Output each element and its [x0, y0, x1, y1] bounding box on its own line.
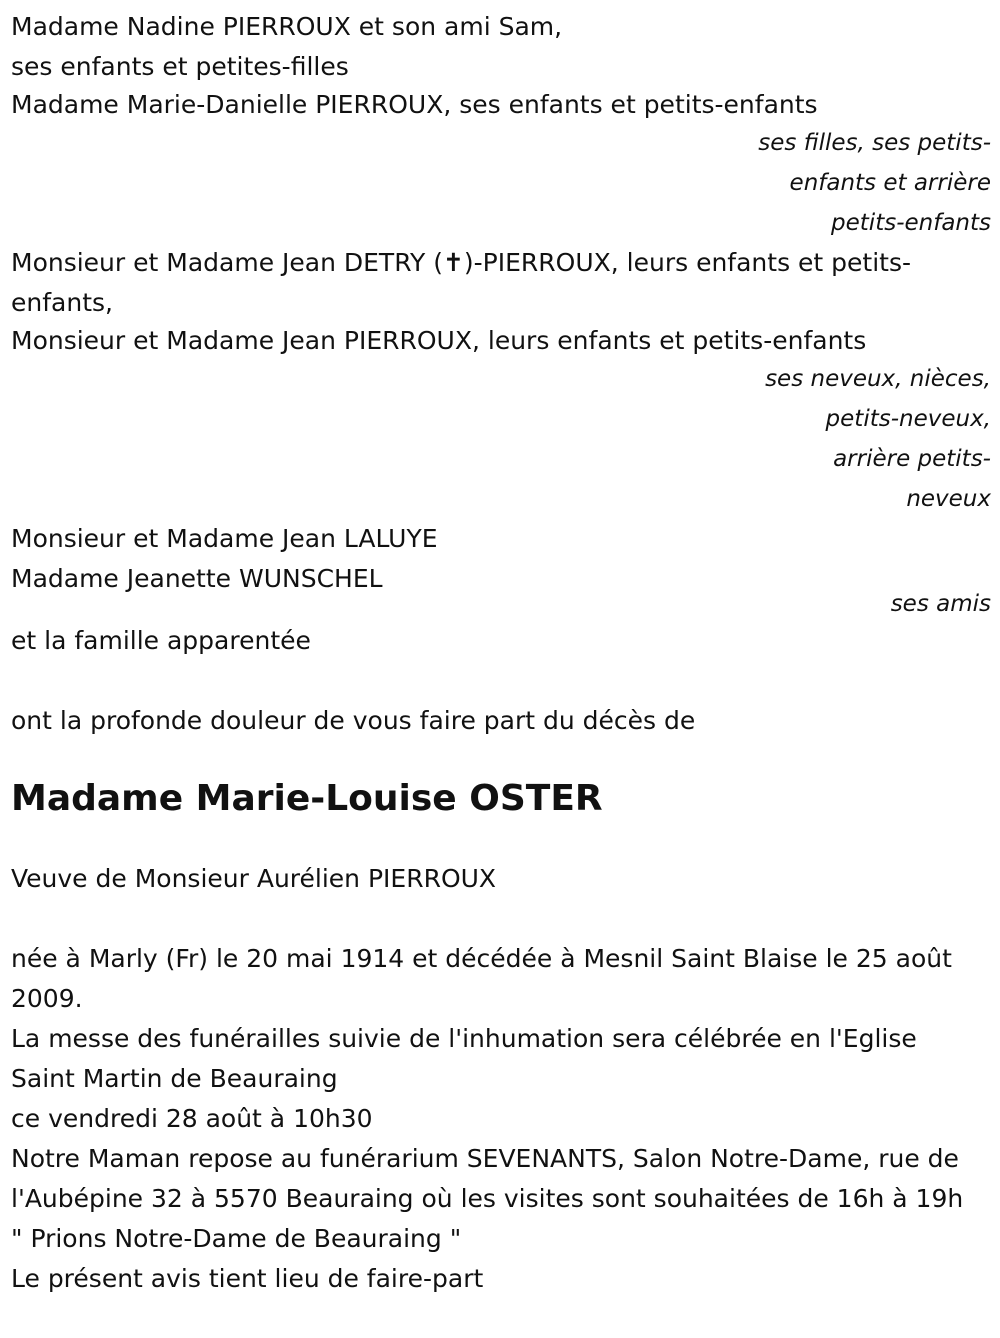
family-line-5: Monsieur et Madame Jean PIERROUX, leurs enfants et petits-enfants	[11, 326, 867, 355]
death-notice	[11, 7, 991, 1299]
announcement: ont la profonde douleur de vous faire part du décès de	[11, 706, 696, 735]
relation-label-nephews: ses neveux, nièces, petits-neveux, arrière petits-neveux	[765, 366, 991, 512]
family-line-6: Monsieur et Madame Jean LALUYE	[11, 524, 438, 553]
family-line-4: Monsieur et Madame Jean DETRY (✝)-PIERROUX, leurs enfants et petits-enfants,	[11, 248, 912, 317]
mass-details: La messe des funérailles suivie de l'inhumation sera célébrée en l'Eglise Saint Martin de Beauraing	[11, 1024, 917, 1093]
relation-label-friends: ses amis	[890, 591, 991, 617]
family-line-3: Madame Marie-Danielle PIERROUX, ses enfants et petits-enfants	[11, 90, 818, 119]
prayer-line: " Prions Notre-Dame de Beauraing "	[11, 1224, 462, 1253]
family-line-8: et la famille apparentée	[11, 626, 311, 655]
family-line-2: ses enfants et petites-filles	[11, 52, 349, 81]
family-line-1: Madame Nadine PIERROUX et son ami Sam,	[11, 12, 563, 41]
mass-date: ce vendredi 28 août à 10h30	[11, 1104, 373, 1133]
birth-death-details: née à Marly (Fr) le 20 mai 1914 et décédée à Mesnil Saint Blaise le 25 août 2009.	[11, 944, 952, 1013]
funeral-home-details: Notre Maman repose au funérarium SEVENANTS, Salon Notre-Dame, rue de l'Aubépine 32 à 5570 Beauraing où les visites sont souhaitées de 16h à 19h	[11, 1144, 964, 1213]
deceased-name: Madame Marie-Louise OSTER	[11, 778, 603, 819]
family-line-7: Madame Jeanette WUNSCHEL	[11, 564, 383, 593]
notice-line: Le présent avis tient lieu de faire-part	[11, 1264, 484, 1293]
widow-of: Veuve de Monsieur Aurélien PIERROUX	[11, 864, 497, 893]
relation-label-daughters: ses filles, ses petits-enfants et arrière petits-enfants	[758, 130, 991, 236]
